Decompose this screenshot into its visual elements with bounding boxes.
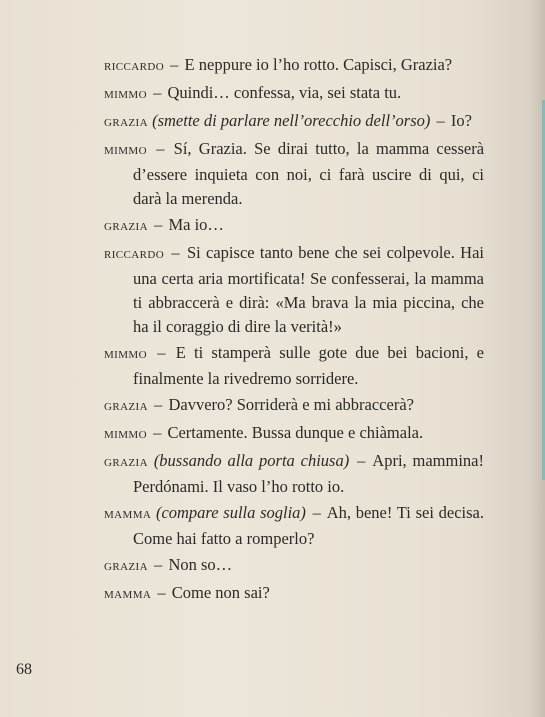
line-text: E neppure io l’ho rotto. Capisci, Grazia? xyxy=(184,55,453,74)
line-text: Non so… xyxy=(168,555,233,574)
dialogue-line-mimmo-4 xyxy=(104,421,484,447)
dash: – xyxy=(357,451,366,470)
line-text: Ma io… xyxy=(168,215,224,234)
dialogue-line-mamma-1 xyxy=(104,501,484,551)
speaker-name: MIMMO xyxy=(104,89,147,101)
line-text: Io? xyxy=(450,111,472,130)
dash: – xyxy=(153,83,162,102)
dialogue-line-grazia-1 xyxy=(104,109,484,135)
line-text: Si capisce tanto bene che sei colpevole. Hai una certa aria mortificata! Se confesserai, la mamma ti abbraccerà e dirà: «Ma brava la mia piccina, che ha il coraggio di dire la verità!» xyxy=(133,243,485,336)
dialogue-text xyxy=(104,53,484,609)
line-text: E ti stamperà sulle gote due bei bacioni, e finalmente la rivedremo sorridere. xyxy=(133,343,485,388)
speaker-name: MIMMO xyxy=(104,429,147,441)
line-text: Certamente. Bussa dunque e chiàmala. xyxy=(167,423,424,442)
dialogue-line-grazia-3 xyxy=(104,393,484,419)
dash: – xyxy=(156,139,165,158)
stage-direction: (compare sulla soglia) xyxy=(155,503,306,522)
page-number: 68 xyxy=(16,661,32,678)
dialogue-line-riccardo-1 xyxy=(104,53,484,79)
speaker-name: GRAZIA xyxy=(104,457,148,469)
speaker-name: GRAZIA xyxy=(104,221,148,233)
speaker-name: MIMMO xyxy=(104,145,147,157)
dash: – xyxy=(171,243,180,262)
dialogue-line-grazia-5 xyxy=(104,553,484,579)
speaker-name: MIMMO xyxy=(104,349,147,361)
line-text: Sí, Grazia. Se dirai tutto, la mamma cesserà d’essere inquieta con noi, ci farà uscire di qui, ci darà la merenda. xyxy=(133,139,485,208)
speaker-name: RICCARDO xyxy=(104,61,165,73)
dash: – xyxy=(157,583,166,602)
speaker-name: MAMMA xyxy=(104,509,152,521)
dash: – xyxy=(154,215,163,234)
dialogue-line-mimmo-3 xyxy=(104,341,484,391)
dash: – xyxy=(154,395,163,414)
dialogue-line-grazia-2 xyxy=(104,213,484,239)
dash: – xyxy=(153,423,162,442)
speaker-name: RICCARDO xyxy=(104,249,165,261)
dash: – xyxy=(436,111,445,130)
speaker-name: GRAZIA xyxy=(104,561,148,573)
dash: – xyxy=(312,503,321,522)
speaker-name: GRAZIA xyxy=(104,117,148,129)
dash: – xyxy=(154,555,163,574)
line-text: Come non sai? xyxy=(171,583,270,602)
speaker-name: MAMMA xyxy=(104,589,152,601)
line-text: Quindi… confessa, via, sei stata tu. xyxy=(167,83,402,102)
dialogue-line-grazia-4 xyxy=(104,449,484,499)
stage-direction: (bussando alla porta chiusa) xyxy=(153,451,350,470)
dialogue-line-mamma-2 xyxy=(104,581,484,607)
dash: – xyxy=(170,55,179,74)
dialogue-line-mimmo-2 xyxy=(104,137,484,211)
dash: – xyxy=(157,343,166,362)
dialogue-line-mimmo-1 xyxy=(104,81,484,107)
speaker-name: GRAZIA xyxy=(104,401,148,413)
dialogue-line-riccardo-2 xyxy=(104,241,484,339)
line-text: Apri, mammina! Perdónami. Il vaso l’ho rotto io. xyxy=(133,451,484,496)
line-text: Davvero? Sorriderà e mi abbraccerà? xyxy=(168,395,414,414)
line-text: Ah, bene! Ti sei decisa. Come hai fatto a romperlo? xyxy=(133,503,484,548)
stage-direction: (smette di parlare nell’orecchio dell’orso) xyxy=(152,111,431,130)
